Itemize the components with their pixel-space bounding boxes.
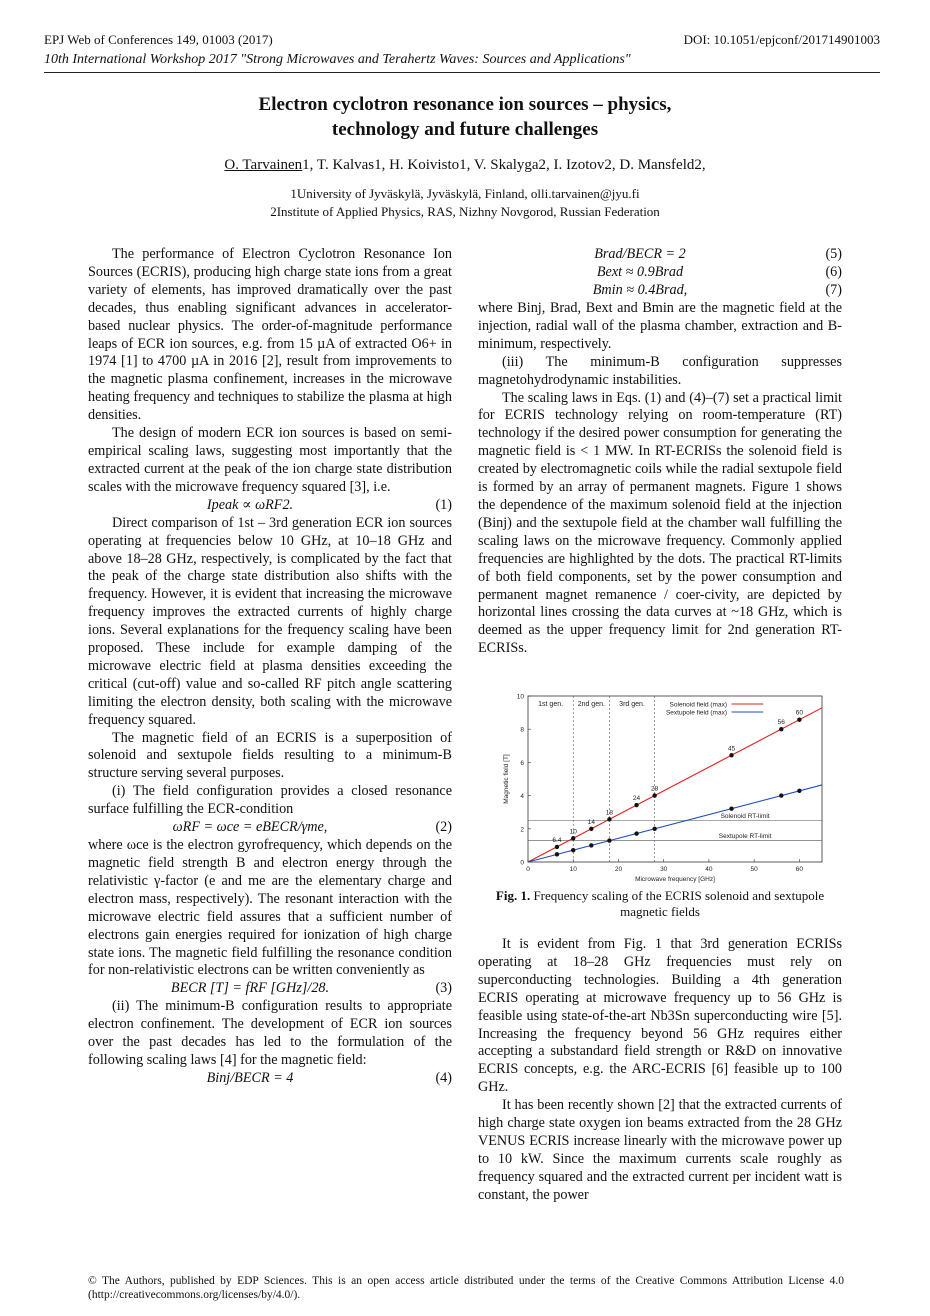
equation-text: ωRF = ωce = eBECR/γme, (172, 819, 328, 836)
title-line-2: technology and future challenges (331, 119, 599, 140)
x-tick-label: 10 (569, 866, 577, 873)
plot-area (503, 694, 822, 884)
data-point (652, 827, 656, 831)
equation-number: (1) (435, 496, 452, 513)
paragraph: The design of modern ECR ion sources is based on semi-empirical scaling laws, suggesting most importantly that the extracted current at the peak of the ion charge state distribution scales with the microwave frequency squared [3], i.e. (88, 425, 452, 495)
data-point (652, 793, 656, 797)
data-point (797, 718, 801, 722)
generation-label: 2nd gen. (577, 701, 605, 708)
data-point (779, 727, 783, 731)
affiliation-2: 2Institute of Applied Physics, RAS, Nizhny Novgorod, Russian Federation (270, 204, 660, 219)
equation-2 (88, 819, 452, 837)
data-point (555, 852, 559, 856)
equation-number: (3) (435, 980, 452, 997)
equation-6 (478, 264, 842, 282)
equation-text: Binj/BECR = 4 (206, 1069, 294, 1086)
data-point (555, 845, 559, 849)
rt-limit-label: Solenoid RT-limit (720, 813, 770, 820)
data-point (797, 789, 801, 793)
paragraph: It is evident from Fig. 1 that 3rd generation ECRISs operating at 18–28 GHz frequencies must rely on superconducting technologies. Building a 4th generation ECRIS operating at microwave frequency up to 56 GHz is feasible using state-of-the-art Nb3Sn superconducting wire [5]. Increasing the frequency beyond 56 GHz requires either accepting a substandard field strength or R&D on innovative ECRIS concepts, e.g. the ARC-ECRIS [6] feasible up to 100 GHz. (478, 936, 842, 1096)
equation-text: Ipeak ∝ ωRF2. (206, 496, 294, 513)
y-tick-label: 4 (520, 793, 524, 801)
x-tick-label: 60 (795, 866, 804, 873)
data-point (589, 843, 593, 847)
caption-text: Frequency scaling of the ECRIS solenoid and sextupole magnetic fields (530, 888, 825, 919)
data-point (607, 838, 611, 842)
right-column-bottom (478, 936, 842, 1205)
data-point (729, 753, 733, 757)
data-point (607, 817, 611, 821)
left-column (88, 246, 452, 1088)
generation-label: 1st gen. (538, 701, 564, 708)
y-tick-label: 0 (520, 859, 524, 867)
point-label: 28 (651, 785, 659, 793)
data-point (634, 803, 638, 807)
paragraph: (i) The field configuration provides a closed resonance surface fulfilling the ECR-condition (88, 783, 452, 818)
title-line-1: Electron cyclotron resonance ion sources – physics, (258, 94, 672, 115)
point-label: 56 (777, 719, 785, 727)
equation-number: (5) (825, 246, 842, 262)
equation-number: (4) (435, 1069, 452, 1086)
x-tick-label: 20 (614, 866, 623, 873)
y-tick-label: 8 (520, 726, 524, 734)
workshop-name: 10th International Workshop 2017 "Strong Microwaves and Terahertz Waves: Sources and Applications" (44, 52, 631, 67)
rt-limit-label: Sextupole RT-limit (718, 832, 772, 840)
paragraph: where Binj, Brad, Bext and Bmin are the magnetic field at the injection, radial wall of the plasma chamber, extraction and B-minimum, respectively. (478, 300, 842, 352)
x-tick-label: 0 (526, 866, 530, 873)
x-tick-label: 40 (705, 866, 713, 873)
y-tick-label: 10 (516, 693, 524, 701)
point-label: 18 (605, 809, 614, 817)
point-label: 6.4 (552, 836, 562, 844)
data-point (779, 793, 783, 797)
point-label: 60 (795, 709, 804, 717)
y-tick-label: 6 (520, 759, 524, 767)
equation-text: BECR [T] = fRF [GHz]/28. (170, 980, 330, 997)
data-point (634, 831, 638, 835)
paragraph: (ii) The minimum-B configuration results to appropriate electron confinement. The development of ECR ion sources over the past decades has led to the formulation of the following scaling laws [4] for the magnetic field: (88, 998, 452, 1069)
legend-label: Sextupole field (max) (665, 709, 728, 717)
equation-text: Bmin ≈ 0.4Brad, (592, 282, 688, 298)
equation-7 (478, 282, 842, 300)
equation-number: (6) (825, 264, 842, 280)
x-tick-label: 50 (750, 866, 758, 873)
license-footer: © The Authors, published by EDP Sciences. This is an open access article distributed under the terms of the Creative Commons Attribution License 4.0 (http://creativecommons.org/licenses/by/4.0/). (88, 1275, 844, 1301)
equation-5 (478, 246, 842, 264)
x-tick-label: 30 (660, 866, 668, 873)
y-tick-label: 2 (520, 826, 524, 834)
paragraph: where ωce is the electron gyrofrequency, which depends on the magnetic field strength B and electron energy through the relativistic γ-factor (e and me are the elementary charge and electron mass, respectively). The resonant interaction with the microwave electric field assures that a sufficient number of electrons gain energies required for ionization of high charge state ions. The magnetic field fulfilling the resonance condition for non-relativistic electrons can be written conveniently as (88, 837, 452, 979)
paragraph: Direct comparison of 1st – 3rd generation ECR ion sources operating at frequencies below 10 GHz, at 10–18 GHz and above 18–28 GHz, respectively, is complicated by the fact that the peak of the charge state distribution also shifts with the frequency. However, it is evident that increasing the microwave frequency improves the extracted currents of highly charge ions. Several explanations for the frequency scaling have been proposed. These include for example damping of the microwave electric field at plasma densities exceeding the critical (cut-off) value and so-called RF pitch angle scattering limiting the electron density, both scaling with the microwave frequency squared. (88, 514, 452, 728)
generation-label: 3rd gen. (619, 701, 645, 708)
header-rule (44, 72, 880, 73)
figure-1-chart (492, 690, 832, 886)
equation-text: Bext ≈ 0.9Brad (596, 264, 684, 280)
point-label: 24 (632, 795, 641, 803)
paragraph: The magnetic field of an ECRIS is a superposition of solenoid and sextupole fields resulting to a minimum-B structure serving several purposes. (88, 729, 452, 782)
doi: DOI: 10.1051/epjconf/201714901003 (683, 32, 880, 47)
paragraph: It has been recently shown [2] that the extracted currents of high charge state oxygen ion beams extracted from the 28 GHz VENUS ECRIS increase linearly with the microwave power up to 10 kW. Since the maximum currents scale roughly as frequency squared and the extracted current per incident watt is constant, the power (478, 1097, 842, 1203)
x-axis-label: Microwave frequency [GHz] (635, 876, 715, 883)
data-point (589, 827, 593, 831)
paragraph: (iii) The minimum-B configuration suppresses magnetohydrodynamic instabilities. (478, 353, 842, 388)
paragraph: The scaling laws in Eqs. (1) and (4)–(7) set a practical limit for ECRIS technology relying on room-temperature (RT) technology if the desired power consumption for generating the magnetic field is < 1 MW. In RT-ECRISs the solenoid field is created by electromagnetic coils while the radial sextupole field is formed by an array of permanent magnets. Figure 1 shows the dependence of the maximum solenoid field at the injection (Binj) and the sextupole field at the chamber wall fulfilling the scaling laws on the microwave frequency. Commonly applied frequencies are highlighted by the dots. The practical RT-limits of both field components, set by the power consumption and permanent magnet remanence / coer-civity, are depicted by horizontal lines crossing the data curves at ~18 GHz, which is deemed as the upper frequency limit for 2nd generation RT-ECRISs. (478, 389, 842, 657)
paragraph: The performance of Electron Cyclotron Resonance Ion Sources (ECRIS), producing high charge state ions from a great variety of elements, has improved dramatically over the past decades, thus enabling significant advances in accelerator-based nuclear physics. The order-of-magnitude performance leaps of ECR ion sources, e.g. from 15 µA of extracted O6+ in 1974 [1] to 4700 µA in 2016 [2], result from improvements to the magnetic plasma confinement, increases in the microwave heating frequency and techniques to stabilize the plasma at high densities. (88, 246, 452, 424)
figure-caption (478, 888, 842, 920)
lead-author: O. Tarvainen (224, 157, 303, 173)
point-label: 45 (727, 745, 736, 753)
equation-3 (88, 980, 452, 998)
equation-number: (7) (825, 282, 842, 298)
legend-label: Solenoid field (max) (669, 701, 728, 709)
data-point (571, 848, 575, 852)
affiliation-1: 1University of Jyväskylä, Jyväskylä, Finland, olli.tarvainen@jyu.fi (290, 186, 640, 201)
right-column-top (478, 246, 842, 658)
co-authors: 1, T. Kalvas1, H. Koivisto1, V. Skalyga2, I. Izotov2, D. Mansfeld2, (302, 157, 706, 173)
y-axis-label: Magnetic field [T] (503, 754, 510, 804)
equation-number: (2) (435, 819, 452, 836)
point-label: 14 (587, 818, 595, 826)
paper-title (100, 92, 830, 142)
equation-4 (88, 1070, 452, 1088)
point-label: 10 (569, 828, 577, 836)
data-point (571, 836, 575, 840)
data-point (729, 807, 733, 811)
journal-reference: EPJ Web of Conferences 149, 01003 (2017) (44, 32, 273, 47)
equation-text: Brad/BECR = 2 (594, 246, 686, 262)
caption-label: Fig. 1. (495, 888, 531, 903)
equation-1 (88, 497, 452, 515)
author-list (100, 157, 830, 174)
